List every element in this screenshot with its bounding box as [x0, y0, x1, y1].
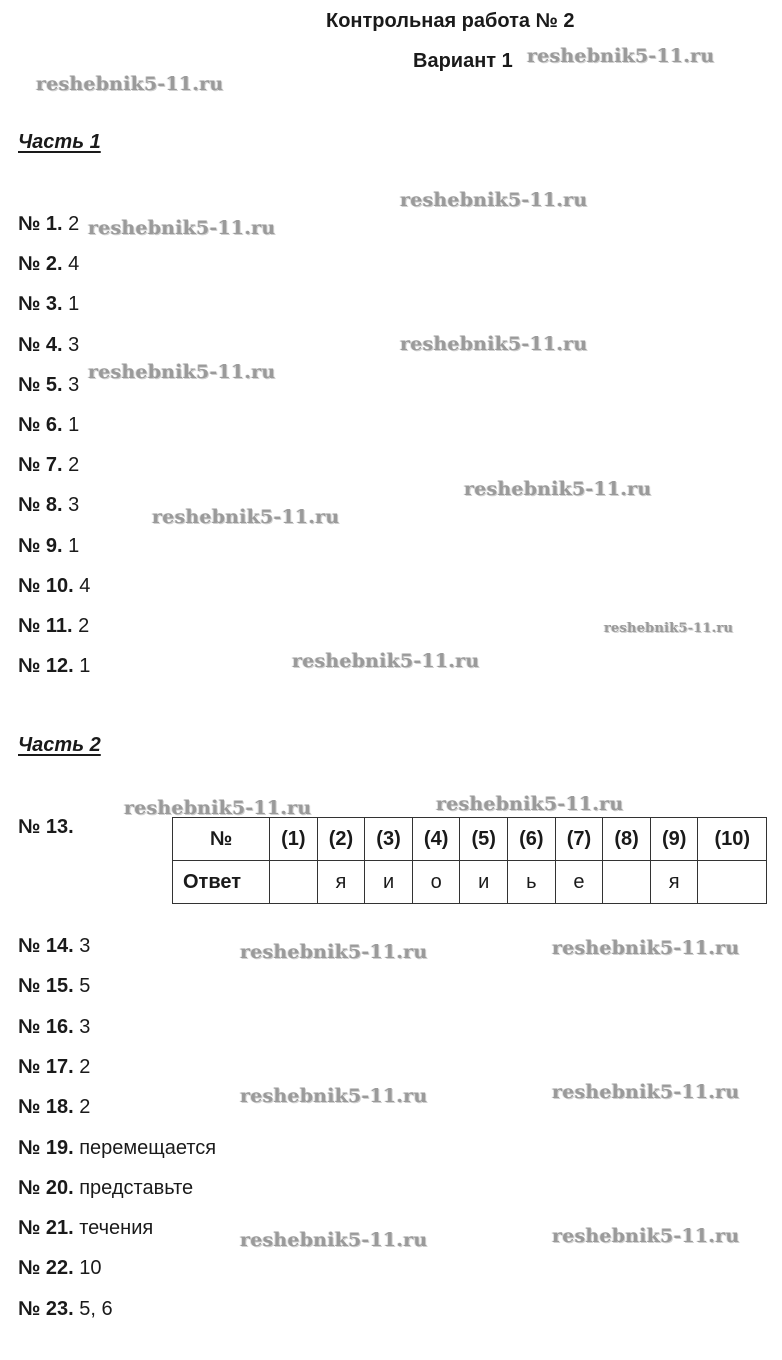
answer-value: 4 — [68, 253, 80, 276]
answer-value: 1 — [68, 414, 80, 436]
watermark: reshebnik5-11.ru — [152, 506, 340, 528]
watermark: reshebnik5-11.ru — [604, 621, 734, 636]
answer-line — [18, 453, 79, 477]
answer-line — [18, 292, 79, 316]
table-answer-9: я — [650, 861, 698, 904]
answer-line — [18, 1136, 216, 1160]
answer-line — [18, 1095, 90, 1119]
table-answer-4: о — [412, 861, 460, 904]
answer-line — [18, 574, 90, 598]
table-answer-10 — [698, 861, 767, 904]
watermark: reshebnik5-11.ru — [36, 73, 224, 95]
answer-value: 3 — [68, 494, 80, 517]
table-col-6: (6) — [508, 818, 556, 861]
answer-line — [18, 1015, 90, 1039]
watermark: reshebnik5-11.ru — [400, 333, 588, 355]
part1-heading: Часть 1 — [18, 131, 101, 153]
watermark: reshebnik5-11.ru — [527, 45, 715, 67]
table-answer-8 — [603, 861, 651, 904]
answer-number: № 17. — [18, 1055, 74, 1078]
answer-value: 1 — [68, 534, 80, 557]
table-answer-1 — [270, 861, 318, 904]
watermark: reshebnik5-11.ru — [124, 797, 312, 819]
table-answer-6: ь — [508, 861, 556, 904]
answer-number: № 2. — [18, 253, 63, 276]
answer-line — [18, 212, 79, 236]
answer-value: 5, 6 — [79, 1297, 113, 1320]
watermark: reshebnik5-11.ru — [400, 189, 588, 211]
answer-line — [18, 252, 79, 276]
answer-line — [18, 974, 90, 998]
answer-number: № 20. — [18, 1176, 74, 1199]
answer-line — [18, 1055, 90, 1079]
table-col-4: (4) — [412, 818, 460, 861]
answer-value: 2 — [79, 1096, 91, 1119]
answer-number: № 6. — [18, 414, 63, 436]
watermark: reshebnik5-11.ru — [240, 1229, 428, 1251]
answer-value: перемещается — [79, 1136, 217, 1159]
table-col-10: (10) — [698, 818, 767, 861]
answer-number: № 16. — [18, 1015, 74, 1038]
answer-value: 3 — [68, 333, 80, 356]
answer-number: № 12. — [18, 655, 74, 678]
table-row-numbers — [173, 818, 767, 861]
answer-number: № 23. — [18, 1297, 74, 1320]
table-col-1: (1) — [270, 818, 318, 861]
table-answer-3: и — [365, 861, 413, 904]
table-header-answer: Ответ — [173, 861, 270, 904]
answer-value: 10 — [79, 1257, 102, 1280]
watermark: reshebnik5-11.ru — [240, 941, 428, 963]
answer-value: 4 — [79, 574, 91, 597]
item-13-label: № 13. — [18, 816, 74, 838]
table-col-7: (7) — [555, 818, 603, 861]
table-row-answers — [173, 861, 767, 904]
watermark: reshebnik5-11.ru — [552, 1081, 740, 1103]
answer-value: 2 — [79, 1055, 91, 1078]
answer-value: 1 — [68, 293, 80, 316]
answer-line — [18, 614, 89, 638]
answer-line — [18, 654, 90, 678]
answer-line — [18, 534, 79, 558]
part2-heading: Часть 2 — [18, 734, 101, 756]
table-col-8: (8) — [603, 818, 651, 861]
table-col-2: (2) — [317, 818, 365, 861]
table-answer-5: и — [460, 861, 508, 904]
answer-number: № 21. — [18, 1217, 74, 1240]
watermark: reshebnik5-11.ru — [240, 1085, 428, 1107]
table-col-5: (5) — [460, 818, 508, 861]
table-col-3: (3) — [365, 818, 413, 861]
answer-value: 1 — [79, 655, 91, 678]
document-title: Контрольная работа № 2 — [326, 10, 575, 32]
answer-number: № 3. — [18, 293, 63, 316]
watermark: reshebnik5-11.ru — [292, 650, 480, 672]
variant-label: Вариант 1 — [413, 50, 513, 72]
answer-number: № 9. — [18, 534, 63, 557]
answer-number: № 1. — [18, 213, 63, 235]
answer-value: 3 — [68, 373, 80, 396]
answer-value: 3 — [79, 1015, 91, 1038]
answer-line — [18, 1216, 153, 1240]
answer-value: представьте — [79, 1176, 194, 1199]
answer-table-13 — [172, 817, 767, 904]
answer-value: 2 — [68, 454, 80, 477]
watermark: reshebnik5-11.ru — [88, 217, 276, 239]
watermark: reshebnik5-11.ru — [88, 361, 276, 383]
answer-number: № 14. — [18, 935, 74, 957]
answer-line — [18, 493, 79, 517]
watermark: reshebnik5-11.ru — [464, 478, 652, 500]
answer-number: № 8. — [18, 494, 63, 517]
answer-value: 3 — [79, 935, 91, 957]
watermark: reshebnik5-11.ru — [552, 1225, 740, 1247]
table-answer-7: е — [555, 861, 603, 904]
answer-line — [18, 413, 79, 437]
answer-number: № 11. — [18, 615, 73, 637]
answer-number: № 15. — [18, 975, 74, 998]
answer-number: № 4. — [18, 333, 63, 356]
answer-value: 5 — [79, 975, 91, 998]
table-answer-2: я — [317, 861, 365, 904]
answer-number: № 7. — [18, 454, 63, 477]
answer-line — [18, 333, 79, 357]
answer-line — [18, 934, 90, 958]
answer-line — [18, 1176, 193, 1200]
answer-number: № 10. — [18, 574, 74, 597]
watermark: reshebnik5-11.ru — [552, 937, 740, 959]
answer-value: 2 — [68, 213, 80, 235]
watermark: reshebnik5-11.ru — [436, 793, 624, 815]
table-col-9: (9) — [650, 818, 698, 861]
answer-number: № 18. — [18, 1096, 74, 1119]
answer-line — [18, 373, 79, 397]
answer-number: № 19. — [18, 1136, 74, 1159]
table-header-number: № — [173, 818, 270, 861]
answer-value: течения — [79, 1217, 154, 1240]
answer-line — [18, 1297, 113, 1321]
answer-line — [18, 1256, 101, 1280]
answer-number: № 22. — [18, 1257, 74, 1280]
answer-value: 2 — [78, 615, 90, 637]
answer-number: № 5. — [18, 373, 63, 396]
